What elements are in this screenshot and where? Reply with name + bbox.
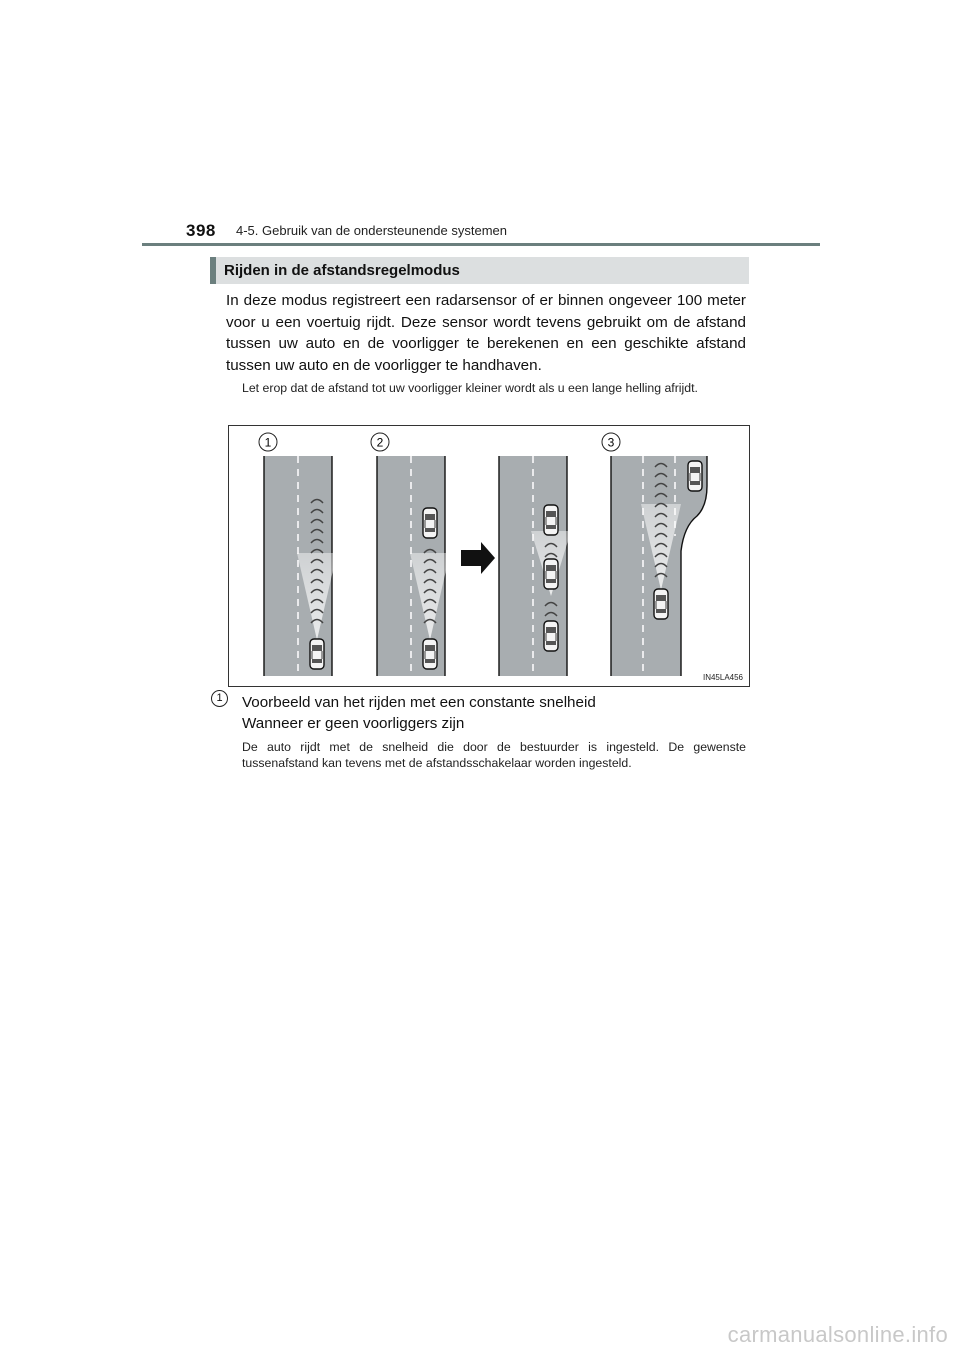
header-rule bbox=[142, 243, 820, 246]
section-heading-accent bbox=[210, 257, 216, 284]
merging-car bbox=[688, 461, 702, 491]
page-number: 398 bbox=[186, 221, 216, 240]
body-paragraph: In deze modus registreert een radarsensor of er binnen ongeveer 100 meter voor u een voertuig rijdt. Deze sensor wordt tevens gebruikt om de afstand tussen uw auto en de voorligger te berekenen en een geschikte afstand tussen uw auto en de voorligger te handhaven. bbox=[226, 292, 746, 374]
section-title: Rijden in de afstandsregelmodus bbox=[224, 262, 460, 279]
svg-text:1: 1 bbox=[264, 435, 272, 450]
figure-marker-1 bbox=[259, 433, 277, 451]
preceding-car bbox=[423, 508, 437, 538]
road-panel-1 bbox=[264, 456, 337, 676]
road-panel-2 bbox=[377, 456, 450, 676]
figure-marker-3 bbox=[602, 433, 620, 451]
own-car bbox=[654, 589, 668, 619]
item-subtitle: Wanneer er geen voorliggers zijn bbox=[242, 715, 465, 732]
illustration bbox=[228, 425, 750, 687]
arrow-right-icon bbox=[461, 542, 495, 574]
section-heading-bar bbox=[210, 257, 749, 284]
item-title: Voorbeeld van het rijden met een constante snelheid bbox=[242, 694, 596, 711]
running-head: 4-5. Gebruik van de ondersteunende systemen bbox=[236, 223, 508, 238]
own-car bbox=[310, 639, 324, 669]
svg-text:2: 2 bbox=[376, 435, 384, 450]
road-panel-3 bbox=[499, 456, 571, 676]
own-car bbox=[423, 639, 437, 669]
item-description: De auto rijdt met de snelheid die door de bestuurder is ingesteld. De gewenste tussenafstand kan tevens met de afstandsschakelaar worden ingesteld. bbox=[242, 740, 746, 770]
road-panel-4 bbox=[611, 456, 707, 676]
note-paragraph: Let erop dat de afstand tot uw voorligger kleiner wordt als u een lange helling afrijdt. bbox=[242, 381, 698, 395]
road-diagram bbox=[229, 426, 751, 688]
preceding-car bbox=[544, 505, 558, 535]
own-car bbox=[544, 559, 558, 589]
svg-text:3: 3 bbox=[607, 435, 615, 450]
figure-code: IN45LA456 bbox=[702, 673, 743, 682]
watermark: carmanualsonline.info bbox=[727, 1322, 948, 1347]
following-car bbox=[544, 621, 558, 651]
figure-marker-2 bbox=[371, 433, 389, 451]
item-marker-1: 1 bbox=[211, 690, 228, 707]
